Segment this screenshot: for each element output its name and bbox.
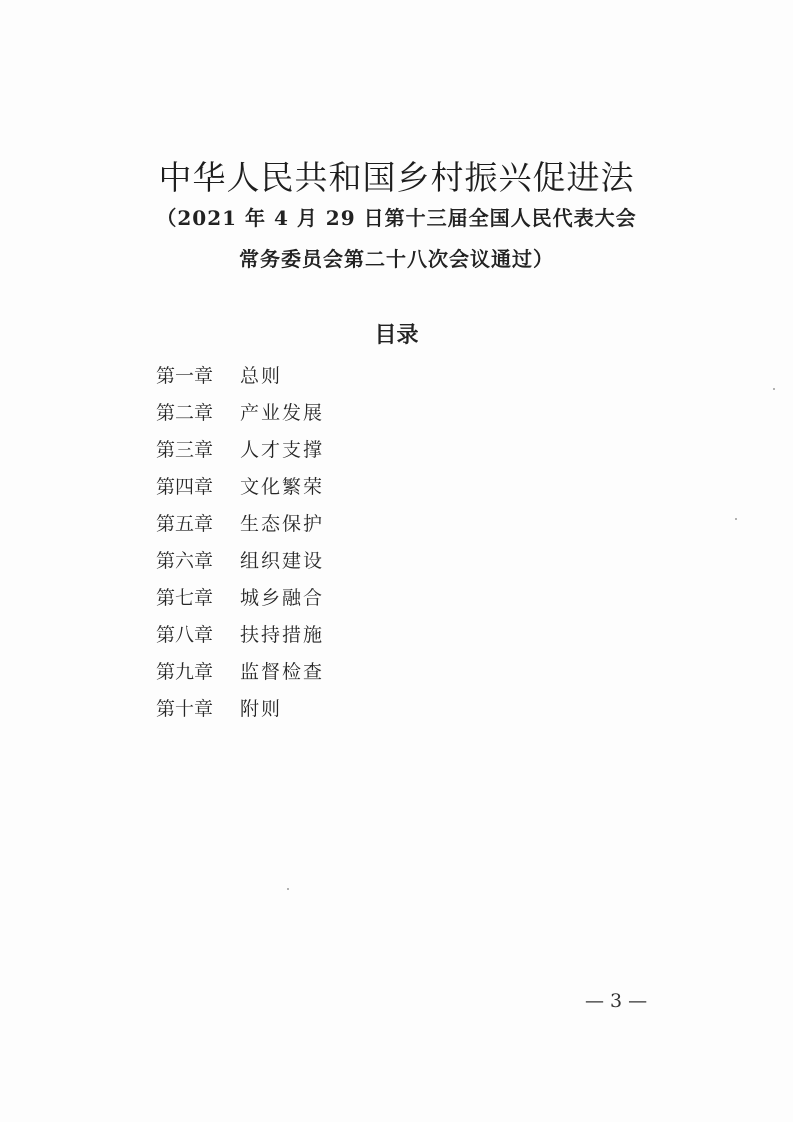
scan-speck	[287, 888, 289, 890]
subtitle-line-1: （2021 年 4 月 29 日第十三届全国人民代表大会	[156, 206, 637, 230]
chapter-number: 第七章	[156, 587, 214, 609]
toc-entry-chapter-10	[156, 691, 324, 728]
document-title: 中华人民共和国乡村振兴促进法	[158, 158, 635, 197]
chapter-name: 人才支撑	[240, 439, 325, 461]
page-number: — 3 —	[585, 990, 648, 1012]
scan-speck	[735, 518, 737, 520]
toc-entry-chapter-5	[156, 506, 324, 543]
chapter-name: 城乡融合	[240, 587, 325, 609]
chapter-name: 监督检查	[240, 661, 325, 683]
chapter-number: 第九章	[156, 661, 214, 683]
toc-entry-chapter-3	[156, 432, 324, 469]
chapter-number: 第二章	[156, 402, 214, 424]
scan-speck	[773, 388, 775, 390]
toc-entry-chapter-1	[156, 358, 324, 395]
chapter-name: 总则	[240, 365, 283, 387]
chapter-number: 第一章	[156, 365, 214, 387]
chapter-name: 扶持措施	[240, 624, 325, 646]
toc-entry-chapter-4	[156, 469, 324, 506]
chapter-number: 第五章	[156, 513, 214, 535]
toc-entry-chapter-9	[156, 654, 324, 691]
toc-heading: 目录	[374, 323, 419, 348]
toc-entry-chapter-8	[156, 617, 324, 654]
chapter-number: 第八章	[156, 624, 214, 646]
chapter-name: 产业发展	[240, 402, 325, 424]
table-of-contents	[156, 358, 324, 728]
chapter-number: 第三章	[156, 439, 214, 461]
toc-entry-chapter-7	[156, 580, 324, 617]
chapter-number: 第十章	[156, 698, 214, 720]
toc-entry-chapter-6	[156, 543, 324, 580]
chapter-name: 生态保护	[240, 513, 325, 535]
chapter-number: 第六章	[156, 550, 214, 572]
toc-entry-chapter-2	[156, 395, 324, 432]
subtitle-line-2: 常务委员会第二十八次会议通过）	[239, 247, 554, 271]
chapter-name: 附则	[240, 698, 283, 720]
chapter-name: 文化繁荣	[240, 476, 325, 498]
chapter-number: 第四章	[156, 476, 214, 498]
chapter-name: 组织建设	[240, 550, 325, 572]
